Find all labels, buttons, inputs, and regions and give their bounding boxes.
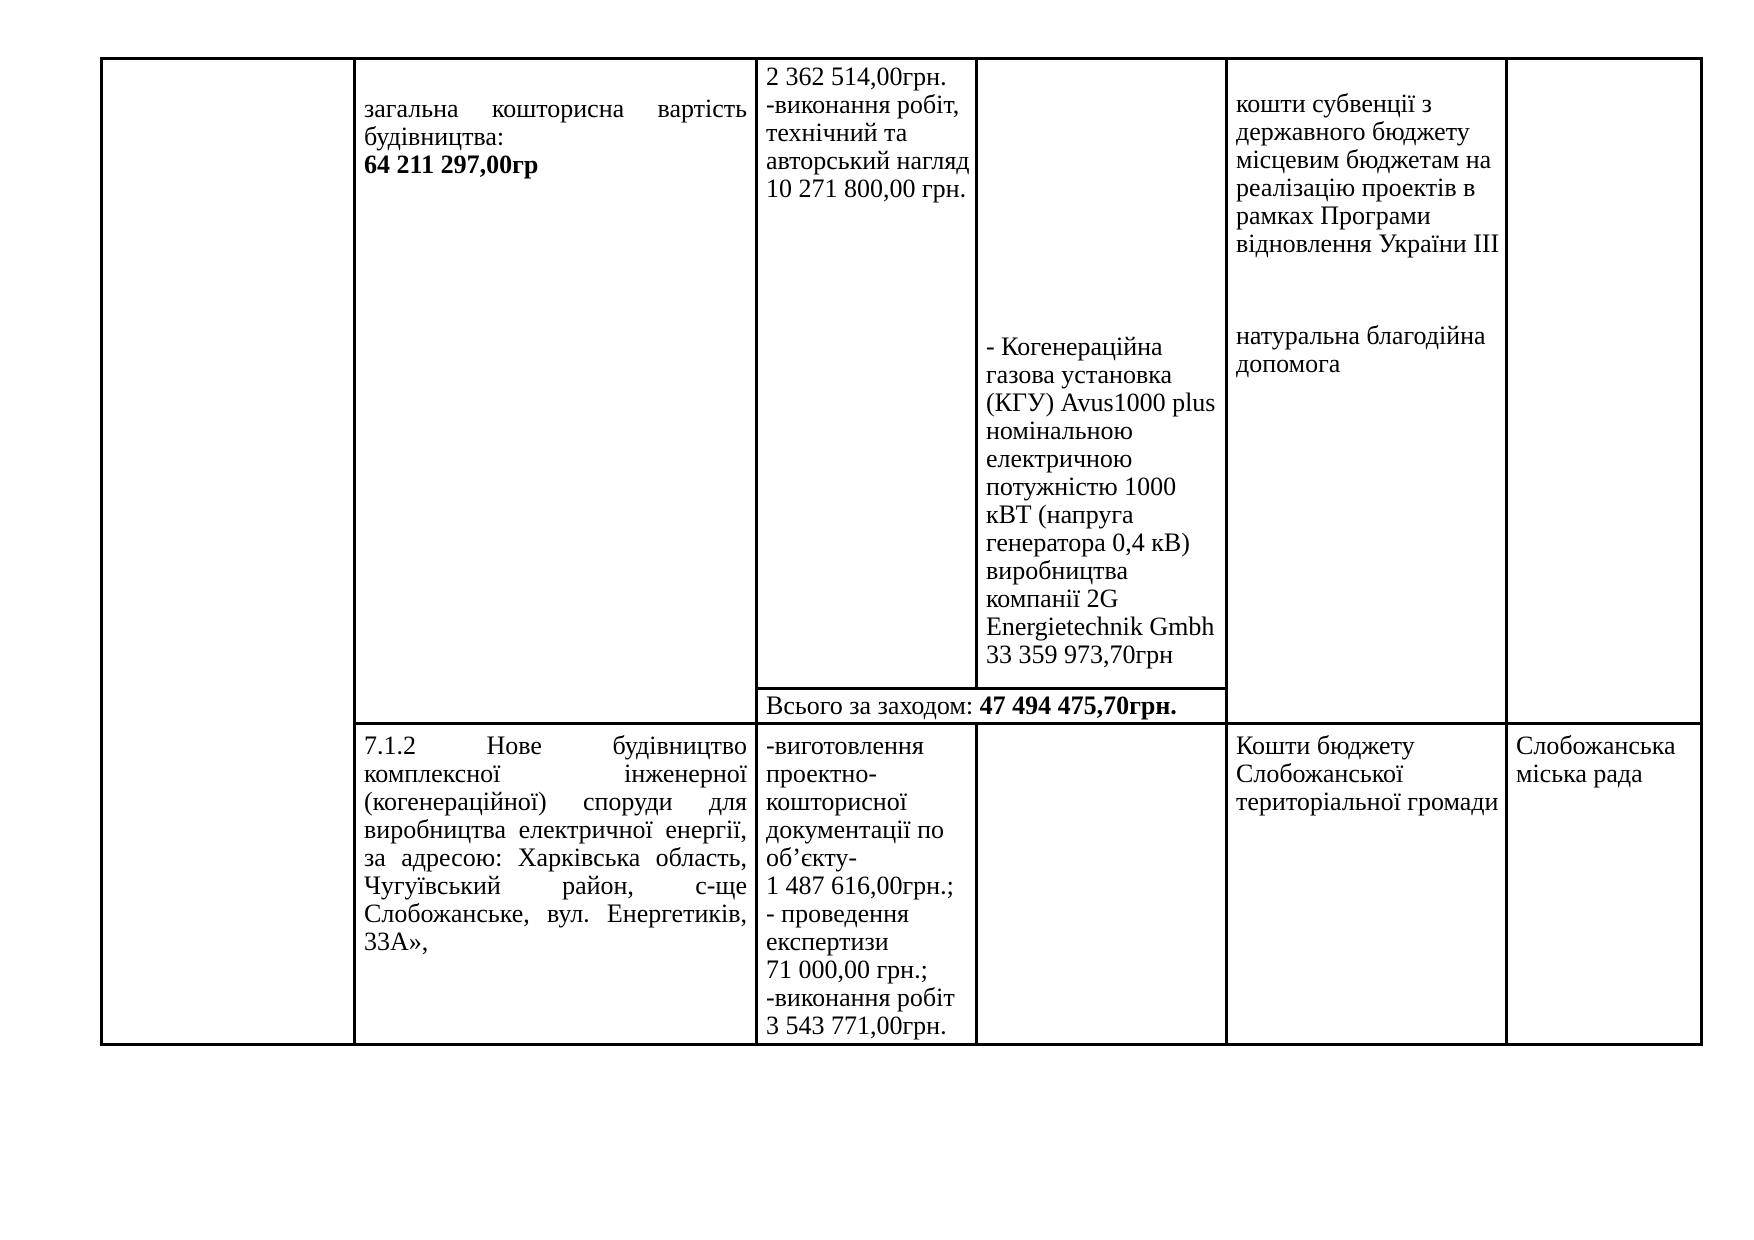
text-line: 7.1.2 Нове будівництво xyxy=(364,731,747,760)
text-line: 10 271 800,00 грн. xyxy=(766,174,967,203)
text-line: 2 362 514,00грн. xyxy=(766,62,947,91)
text-line: номінальною xyxy=(986,416,1133,445)
cell-funding-sources xyxy=(1227,59,1507,724)
measure-total-value: 47 494 475,70грн. xyxy=(979,691,1177,720)
text-line: - проведення xyxy=(766,899,909,928)
text-line: -виконання робіт, xyxy=(766,90,960,119)
project-712-executor-paragraph xyxy=(1516,732,1692,788)
text-line: генератора 0,4 кВ) xyxy=(986,528,1190,557)
estimate-paragraph xyxy=(364,95,747,179)
cell-executor-empty xyxy=(1507,59,1702,724)
text-line: натуральна благодійна xyxy=(1236,321,1486,350)
text-line: за адресою: Харківська область, xyxy=(364,843,747,872)
project-712-costs-paragraph xyxy=(766,732,967,1040)
cell-project-712-executor xyxy=(1507,724,1702,1045)
cell-cogeneration-unit xyxy=(977,59,1227,689)
text-line: 33 359 973,70грн xyxy=(986,640,1174,669)
text-line: (когенераційної) споруди для xyxy=(364,787,747,816)
text-line: 1 487 616,00грн.; xyxy=(766,871,954,900)
text-line: територіальної громади xyxy=(1236,787,1499,816)
text-line: Кошти бюджету xyxy=(1236,731,1415,760)
text-line: державного бюджету xyxy=(1236,117,1470,146)
text-line: комплексної інженерної xyxy=(364,759,747,788)
text-line: Слобожанської xyxy=(1236,759,1404,788)
text-line: газова установка xyxy=(986,360,1173,389)
text-line: потужністю 1000 xyxy=(986,472,1177,501)
text-line: (КГУ) Avus1000 plus xyxy=(986,388,1216,417)
text-line: проектно- xyxy=(766,759,877,788)
funding-charity-paragraph xyxy=(1236,322,1497,378)
text-line: відновлення України ІІІ xyxy=(1236,229,1500,258)
cell-project-712-costs xyxy=(757,724,977,1045)
text-line: рамках Програми xyxy=(1236,201,1431,230)
text-line: 64 211 297,00гр xyxy=(364,150,539,179)
text-line: -виготовлення xyxy=(766,731,924,760)
text-line: електричною xyxy=(986,444,1133,473)
text-line: -виконання робіт xyxy=(766,983,955,1012)
text-line: допомога xyxy=(1236,349,1341,378)
text-line: виробництва xyxy=(986,556,1128,585)
budget-measures-table xyxy=(100,57,1703,1046)
text-line: 3 543 771,00грн. xyxy=(766,1011,947,1040)
text-line: загальна кошторисна вартість xyxy=(364,94,747,123)
text-line: технічний та xyxy=(766,118,908,147)
text-line: будівництва: xyxy=(364,122,505,151)
cell-works-costs xyxy=(757,59,977,689)
text-line: Energietechnik Gmbh xyxy=(986,612,1215,641)
text-line: авторський нагляд xyxy=(766,146,970,175)
cell-measure-total xyxy=(757,689,1227,724)
cell-project-712-funding xyxy=(1227,724,1507,1045)
cell-project-712 xyxy=(355,724,757,1045)
text-line: Слобожанська xyxy=(1516,731,1676,760)
table-row xyxy=(102,59,1702,689)
text-line: кошторисної xyxy=(766,787,907,816)
text-line: експертизи xyxy=(766,927,889,956)
text-line: Слобожанське, вул. Енергетиків, xyxy=(364,899,747,928)
measure-total-label: Всього за заходом: xyxy=(766,691,980,720)
measure-total-line xyxy=(766,691,1217,721)
cogeneration-paragraph xyxy=(986,333,1217,669)
text-line: Чугуївський район, с-ще xyxy=(364,871,747,900)
text-line: кВТ (напруга xyxy=(986,500,1134,529)
text-line: виробництва електричної енергії, xyxy=(364,815,747,844)
cell-empty-middle xyxy=(977,724,1227,1045)
text-line: 33А», xyxy=(364,927,429,956)
text-line: кошти субвенції з xyxy=(1236,89,1432,118)
text-line: - Когенераційна xyxy=(986,332,1163,361)
cell-empty-left xyxy=(102,59,355,1045)
text-line: реалізацію проектів в xyxy=(1236,173,1476,202)
funding-subvention-paragraph xyxy=(1236,89,1500,258)
project-712-paragraph xyxy=(364,732,747,956)
text-line: 71 000,00 грн.; xyxy=(766,955,928,984)
works-costs-paragraph xyxy=(766,62,970,203)
text-line: місцевим бюджетам на xyxy=(1236,145,1492,174)
project-712-funding-paragraph xyxy=(1236,732,1497,816)
text-line: міська рада xyxy=(1516,759,1643,788)
text-line: документації по xyxy=(766,815,945,844)
text-line: об’єкту- xyxy=(766,843,858,872)
cell-total-estimate xyxy=(355,59,757,724)
text-line: компанії 2G xyxy=(986,584,1119,613)
